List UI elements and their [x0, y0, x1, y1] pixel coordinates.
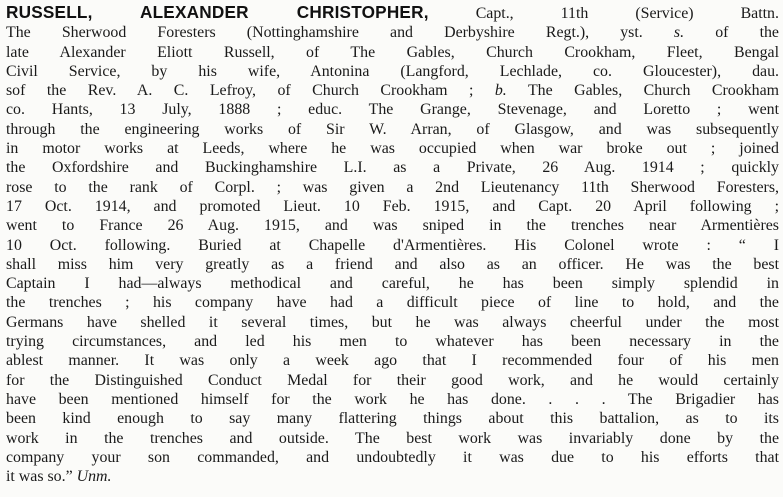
- entry-text: 17 Oct. 1914, and promoted Lieut. 10 Feb. 1915, and Capt. 20 April following ;: [6, 197, 779, 215]
- entry-text: the Oxfordshire and Buckinghamshire L.I. as a Private, 26 Aug. 1914 ; quickly: [6, 159, 779, 177]
- entry-line-20: [6, 371, 779, 390]
- entry-line-7: [6, 120, 779, 139]
- entry-text: the trenches ; his company have had a difficult piece of line to hold, and the: [6, 294, 779, 312]
- entry-line-5: [6, 81, 779, 100]
- entry-line-11: [6, 197, 779, 216]
- entry-text: through the engineering works of Sir W. Arran, of Glasgow, and was subsequently: [6, 120, 779, 138]
- entry-line-12: [6, 216, 779, 235]
- entry-line-14: [6, 255, 779, 274]
- entry-line-22: [6, 409, 779, 428]
- entry-line-25: [6, 467, 779, 486]
- entry-line-8: [6, 139, 779, 158]
- entry-line-18: [6, 332, 779, 351]
- entry-line-17: [6, 313, 779, 332]
- entry-text: shall miss him very greatly as a friend and also as an officer. He was the best: [6, 255, 779, 273]
- entry-line-3: [6, 43, 779, 62]
- entry-text: been kind enough to say many flattering things about this battalion, as to its: [6, 410, 779, 428]
- entry-abbrev-italic: Unm.: [76, 468, 112, 486]
- entry-text: company your son commanded, and undoubtedly it was due to his efforts that: [6, 448, 779, 466]
- entry-line-10: [6, 178, 779, 197]
- biographical-entry: [6, 3, 779, 486]
- entry-text: Germans have shelled it several times, but he was always cheerful under the most: [6, 313, 779, 331]
- entry-text: co. Hants, 13 July, 1888 ; educ. The Grange, Stevenage, and Loretto ; went: [6, 101, 779, 119]
- entry-line-16: [6, 293, 779, 312]
- entry-text: work in the trenches and outside. The best work was invariably done by the: [6, 429, 779, 447]
- entry-text: went to France 26 Aug. 1915, and was sniped in the trenches near Armentières: [6, 217, 779, 235]
- entry-line-9: [6, 158, 779, 177]
- entry-text: trying circumstances, and led his men to whatever has been necessary in the: [6, 333, 779, 351]
- entry-text: sof the Rev. A. C. Lefroy, of Church Crookham ;: [6, 82, 495, 100]
- entry-text: Captain I had—always methodical and careful, he has been simply splendid in: [6, 275, 779, 293]
- entry-line-24: [6, 448, 779, 467]
- entry-text: ablest manner. It was only a week ago that I recommended four of his men: [6, 352, 779, 370]
- entry-text: for the Distinguished Conduct Medal for their good work, and he would certainly: [6, 371, 779, 389]
- entry-line-19: [6, 351, 779, 370]
- entry-text: Capt., 11th (Service) Battn.: [428, 5, 779, 22]
- entry-text: rose to the rank of Corpl. ; was given a 2nd Lieutenancy 11th Sherwood Foresters,: [6, 178, 779, 196]
- entry-text: in motor works at Leeds, where he was occupied when war broke out ; joined: [6, 140, 779, 158]
- entry-text: Civil Service, by his wife, Antonina (Langford, Lechlade, co. Gloucester), dau.: [6, 62, 779, 80]
- entry-abbrev-italic: b.: [494, 82, 507, 100]
- entry-name: RUSSELL, ALEXANDER CHRISTOPHER,: [6, 2, 429, 22]
- entry-line-21: [6, 390, 779, 409]
- entry-abbrev-italic: s.: [673, 24, 685, 42]
- entry-text: have been mentioned himself for the work he has done. . . . The Brigadier has: [6, 390, 779, 408]
- entry-text: The Gables, Church Crookham: [506, 82, 779, 100]
- entry-line-23: [6, 429, 779, 448]
- entry-text: of the: [684, 24, 779, 42]
- entry-line-6: [6, 100, 779, 119]
- entry-text: 10 Oct. following. Buried at Chapelle d'Armentières. His Colonel wrote : “ I: [6, 236, 779, 254]
- entry-text: The Sherwood Foresters (Nottinghamshire and Derbyshire Regt.), yst.: [6, 24, 674, 42]
- entry-line-4: [6, 62, 779, 81]
- entry-line-13: [6, 236, 779, 255]
- entry-text: late Alexander Eliott Russell, of The Gables, Church Crookham, Fleet, Bengal: [6, 43, 779, 61]
- entry-line-2: [6, 23, 779, 42]
- entry-line-15: [6, 274, 779, 293]
- entry-text: it was so.”: [6, 468, 77, 486]
- entry-line-1: [6, 3, 779, 23]
